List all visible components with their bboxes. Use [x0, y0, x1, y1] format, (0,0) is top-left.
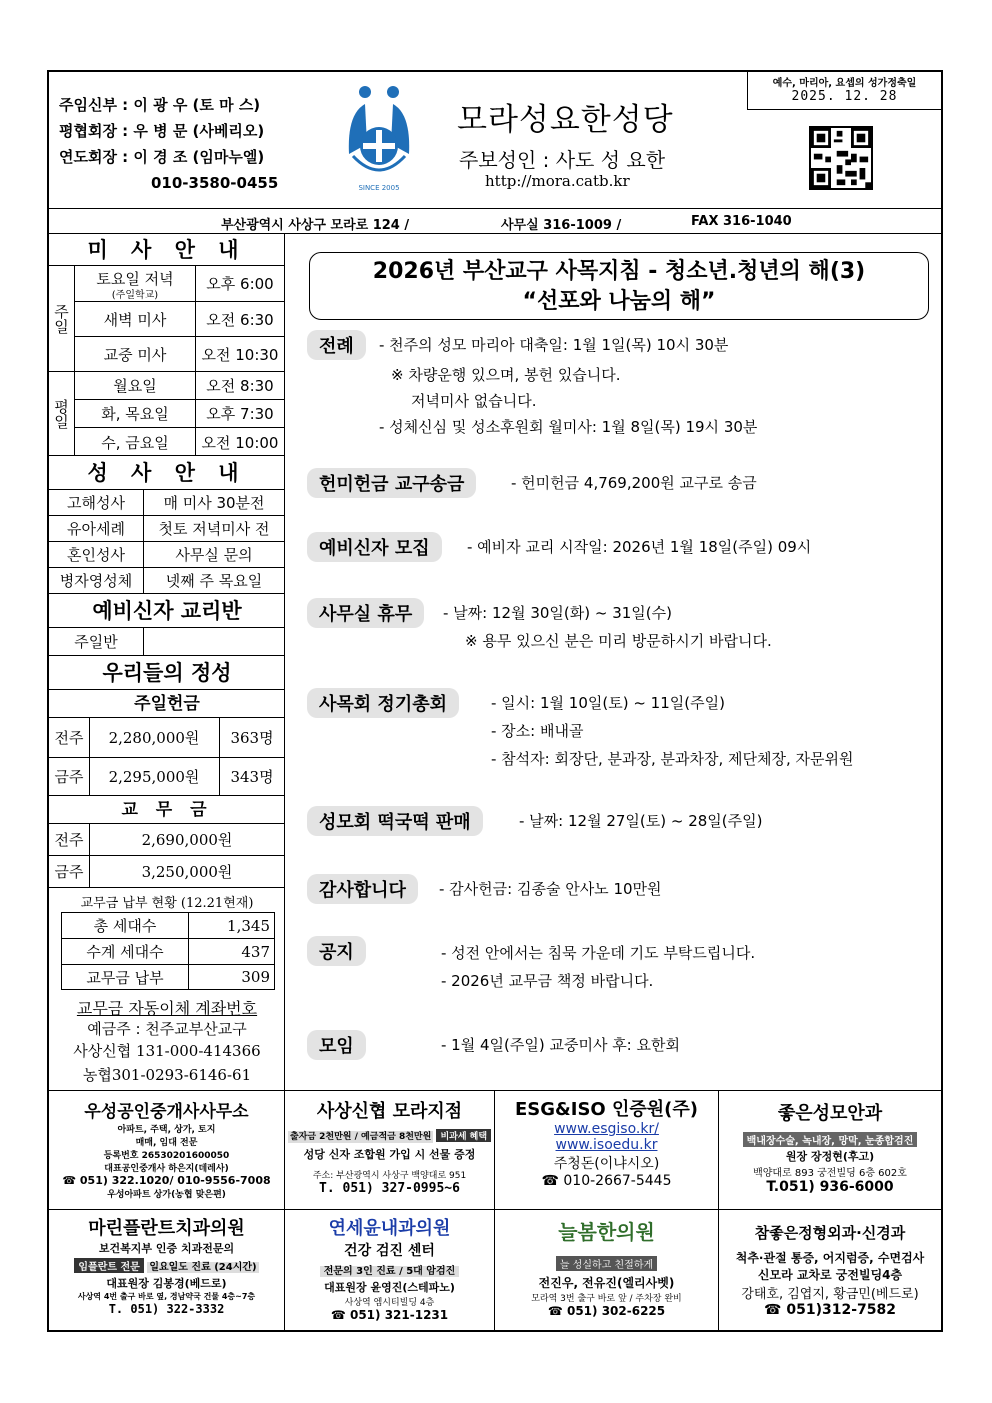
mass-row: [75, 302, 285, 337]
ad-line: 매매, 임대 전문: [135, 1138, 198, 1148]
status-value: 437: [241, 942, 270, 961]
ad-title: 좋은성모안과: [777, 1103, 883, 1124]
date-block: [747, 72, 941, 110]
theme-line-1: 2026년 부산교구 사목지침 - 청소년.청년의 해(3): [372, 259, 866, 284]
clergy-yeondo: 연도회장 : 이 경 조 (임마누엘): [59, 148, 265, 166]
ad-line: 아파트, 주택, 상가, 토지: [117, 1125, 216, 1135]
notice-label: 사무실 휴무: [307, 598, 424, 628]
notice-label: 사목회 정기총회: [307, 688, 459, 718]
ad-line: 대표공인중개사 하은지(데레사): [104, 1164, 229, 1174]
mass-row: [75, 372, 285, 400]
notice-line: - 2026년 교무금 책정 바랍니다.: [441, 972, 654, 990]
offering-amount: 2,295,000원: [108, 768, 200, 786]
notice-line: - 참석자: 회장단, 분과장, 분과차장, 제단체장, 자문위원: [491, 750, 854, 768]
sacrament-value: 사무실 문의: [175, 546, 253, 564]
ad-line: T. 051) 327-0995~6: [319, 1181, 460, 1196]
ad-eye-clinic: [719, 1090, 941, 1210]
ad-line: ☎ 010-2667-5445: [541, 1173, 672, 1189]
ad-line: 모라역 3번 출구 바로 앞 / 주차장 완비: [531, 1294, 682, 1304]
ad-line: T. 051) 322-3332: [108, 1302, 225, 1316]
sacrament-row: [49, 516, 285, 542]
notice-label: 공지: [307, 936, 366, 966]
notice-line: - 장소: 배내골: [491, 722, 584, 740]
offering-count: 343명: [230, 768, 274, 786]
ad-line: 등록번호 26530201600050: [103, 1151, 230, 1161]
notice-label: 감사합니다: [307, 874, 418, 904]
ad-line: 대표원장 김봉경(베드로): [106, 1277, 227, 1290]
offerings-title: 우리들의 정성: [49, 656, 285, 690]
ad-line: 대표원장 윤영진(스테파노): [324, 1281, 455, 1294]
notice-label: 모임: [307, 1030, 366, 1060]
catechumen-title: 예비신자 교리반: [49, 594, 285, 628]
ad-line: 백내장수술, 녹내장, 망막, 눈종합검진: [743, 1132, 918, 1147]
status-value: 309: [241, 968, 270, 986]
header: [49, 72, 941, 208]
ad-line: 성당 신자 조합원 가입 시 선물 증정: [303, 1148, 476, 1161]
ad-realestate: [49, 1090, 285, 1210]
sacrament-name: 병자영성체: [59, 572, 133, 590]
dues-amount: 2,690,000원: [141, 831, 233, 849]
ad-link[interactable]: www.isoedu.kr: [555, 1137, 658, 1153]
sacrament-row: [49, 568, 285, 594]
office-phone: 사무실 316-1009 /: [501, 218, 622, 233]
offering-amount: 2,280,000원: [108, 729, 200, 747]
mass-time: 오전 10:30: [201, 346, 279, 364]
ad-title: 늘봄한의원: [558, 1220, 655, 1244]
website-link[interactable]: http://mora.catb.kr: [485, 172, 630, 190]
mass-sub: (주일학교): [111, 290, 159, 301]
sacrament-name: 고해성사: [67, 494, 125, 512]
left-column: [49, 234, 285, 1090]
mass-name: 교중 미사: [103, 346, 167, 364]
notice-label: 성모회 떡국떡 판매: [307, 806, 483, 836]
offering-row: [49, 718, 285, 758]
status-name: 총 세대수: [93, 917, 157, 935]
sacrament-value: 넷째 주 목요일: [165, 572, 263, 590]
sacrament-row: [49, 490, 285, 516]
ad-line: 강태호, 김엽지, 황금민(베드로): [741, 1287, 919, 1302]
sunday-label: 주일: [49, 266, 75, 372]
status-row: [62, 965, 274, 989]
notice-line: - 천주의 성모 마리아 대축일: 1월 1일(목) 10시 30분: [379, 336, 729, 354]
notice-line: - 1월 4일(주일) 교중미사 후: 요한회: [441, 1036, 680, 1054]
account-number-1: 사상신협 131-000-414366: [73, 1042, 261, 1060]
patron-saint: 주보성인 : 사도 성 요한: [459, 148, 666, 172]
ad-line: 사상역 4번 출구 바로 옆, 경남약국 건물 4층~7층: [77, 1292, 256, 1301]
church-name: 모라성요한성당: [457, 102, 674, 138]
ad-internal-medicine: [285, 1210, 495, 1330]
mass-name: 화, 목요일: [101, 405, 169, 423]
offering-week: 금주: [54, 768, 84, 786]
ad-title: ESG&ISO 인증원(주): [515, 1099, 698, 1120]
mass-title: 미 사 안 내: [49, 234, 285, 266]
ad-credit-union: [285, 1090, 495, 1210]
ad-title: 마린플란트치과의원: [88, 1218, 245, 1239]
ad-line: 척추·관절 통증, 어지럼증, 수면검사: [735, 1251, 925, 1265]
ad-line: 건강 검진 센터: [344, 1243, 435, 1259]
notice-line: - 헌미헌금 4,769,200원 교구로 송금: [511, 474, 757, 492]
ad-title: 참좋은정형외과·신경과: [754, 1224, 906, 1242]
offering-count: 363명: [230, 729, 274, 747]
dues-row: [49, 824, 285, 856]
mass-name: 월요일: [113, 377, 157, 395]
offering-row: [49, 758, 285, 796]
sunday-mass-block: [49, 266, 285, 372]
qr-code-icon[interactable]: [809, 126, 873, 190]
ad-line: 원장 장정현(후고): [785, 1150, 875, 1163]
notice-line: - 일시: 1월 10일(토) ~ 11일(주일): [491, 694, 725, 712]
church-logo: [345, 84, 413, 194]
ad-line: 전진우, 전유진(엘리사벳): [538, 1276, 675, 1290]
logo-text: SINCE 2005: [358, 184, 400, 192]
pastoral-theme: [309, 252, 929, 320]
account-title: 교무금 자동이체 계좌번호: [76, 999, 258, 1018]
mass-row: [75, 337, 285, 372]
ad-oriental-clinic: [495, 1210, 719, 1330]
dues-title: 교 무 금: [49, 796, 285, 824]
notice-label: 예비신자 모집: [307, 532, 442, 562]
mass-row: [75, 400, 285, 428]
notice-line: 저녁미사 없습니다.: [411, 392, 537, 410]
sacrament-title: 성 사 안 내: [49, 456, 285, 490]
notice-line: - 성체신심 및 성소후원회 월미사: 1월 8일(목) 19시 30분: [379, 418, 758, 436]
dues-status-table: [61, 912, 275, 990]
offering-week: 전주: [54, 729, 84, 747]
notice-line: ※ 차량운행 있으며, 봉헌 있습니다.: [391, 366, 621, 384]
bulletin-date: 2025. 12. 28: [791, 89, 898, 104]
dues-row: [49, 856, 285, 888]
ad-badge: 임플란트 전문: [74, 1258, 143, 1273]
ad-line: 일요일도 진료 (24시간): [149, 1262, 257, 1273]
ad-line: 백양대로 893 궁전빌딩 6층 602호: [753, 1168, 907, 1179]
bulletin-frame: [47, 70, 943, 1332]
clergy-council: 평협회장 : 우 병 문 (사베리오): [59, 122, 265, 140]
mass-name: 새벽 미사: [103, 310, 167, 329]
ad-line: 우성아파트 상가(농협 맞은편): [107, 1190, 226, 1200]
dues-amount: 3,250,000원: [141, 863, 233, 881]
catechumen-class: 주일반: [74, 633, 118, 651]
notice-line: - 날짜: 12월 27일(토) ~ 28일(주일): [519, 812, 763, 830]
ad-line: 출자금 2천만원 / 예금적금 8천만원: [289, 1132, 432, 1142]
status-name: 교무금 납부: [86, 968, 164, 987]
sacrament-name: 유아세례: [67, 520, 125, 538]
fax: FAX 316-1040: [691, 214, 792, 229]
status-row: [62, 939, 274, 965]
sacrament-value: 첫토 저녁미사 전: [158, 520, 270, 538]
right-column: [287, 234, 941, 1090]
parish-phone: 010-3580-0455: [151, 174, 279, 192]
ad-line: 전문의 3인 진료 / 5대 암검진: [320, 1266, 460, 1277]
dues-week: 금주: [54, 863, 84, 881]
ad-orthopedic: [719, 1210, 941, 1330]
notice-label: 헌미헌금 교구송금: [307, 468, 476, 498]
notice-line: - 감사헌금: 김종술 안사노 10만원: [439, 880, 662, 898]
dues-status-title: 교무금 납부 현황 (12.21현재): [80, 896, 254, 911]
mass-name: 토요일 저녁: [96, 270, 174, 288]
sacrament-row: [49, 542, 285, 568]
feast-name: 예수, 마리아, 요셉의 성가정축일: [772, 78, 917, 89]
address-bar: [49, 208, 941, 234]
ad-link[interactable]: www.esgiso.kr/: [554, 1121, 659, 1137]
ad-dental: [49, 1210, 285, 1330]
mass-time: 오후 7:30: [206, 405, 274, 423]
ad-esg-iso: [495, 1090, 719, 1210]
status-row: [62, 913, 274, 939]
notice-line: - 성전 안에서는 침묵 가운데 기도 부탁드립니다.: [441, 944, 756, 962]
mass-time: 오후 6:00: [206, 275, 274, 293]
catechumen-row: [49, 628, 285, 656]
ad-line: ☎ 051)312-7582: [764, 1302, 896, 1318]
ad-line: ☎ 051) 322.1020/ 010-9556-7008: [62, 1174, 271, 1187]
ad-line: ☎ 051) 321-1231: [330, 1308, 449, 1322]
status-value: 1,345: [227, 916, 270, 935]
mass-time: 오전 8:30: [206, 377, 274, 395]
dues-week: 전주: [54, 831, 84, 849]
account-number-2: 농협301-0293-6146-61: [82, 1066, 252, 1084]
notice-label: 전례: [307, 330, 366, 360]
sacrament-value: 매 미사 30분전: [163, 494, 265, 512]
ad-title: 연세윤내과의원: [328, 1218, 451, 1239]
clergy-pastor: 주임신부 : 이 광 우 (토 마 스): [59, 96, 261, 114]
status-name: 수계 세대수: [86, 943, 164, 961]
notice-line: - 예비자 교리 시작일: 2026년 1월 18일(주일) 09시: [467, 538, 812, 556]
notice-line: - 날짜: 12월 30일(화) ~ 31일(수): [443, 604, 672, 622]
mass-name: 수, 금요일: [101, 433, 169, 452]
ad-title: 우성공인중개사사무소: [84, 1102, 249, 1122]
mass-time: 오전 10:00: [201, 433, 279, 452]
weekday-mass-block: [49, 372, 285, 456]
ad-line: 신모라 교차로 궁전빌딩4층: [757, 1268, 903, 1282]
sunday-offering-title: 주일헌금: [49, 690, 285, 718]
ad-line: ☎ 051) 302-6225: [547, 1304, 666, 1318]
ad-line: T.051) 936-6000: [766, 1179, 894, 1195]
clergy-list: [59, 92, 309, 196]
sacrament-name: 혼인성사: [67, 546, 125, 564]
ad-title: 사상신협 모라지점: [316, 1101, 463, 1122]
ad-line: 보건복지부 인증 치과전문의: [98, 1242, 235, 1255]
ad-line: 주청돈(이냐시오): [553, 1156, 660, 1172]
weekday-label: 평일: [49, 372, 75, 456]
ad-line: 주소: 부산광역시 사상구 백양대로 951: [312, 1171, 467, 1181]
ad-line: 사상역 엠시티빌딩 4층: [344, 1298, 435, 1308]
theme-line-2: “선포와 나눔의 해”: [522, 289, 716, 314]
mass-row: [75, 428, 285, 456]
notice-line: ※ 용무 있으신 분은 미리 방문하시기 바랍니다.: [465, 632, 772, 650]
mass-time: 오전 6:30: [206, 310, 274, 329]
account-holder: 예금주 : 천주교부산교구: [87, 1020, 247, 1038]
ad-badge: 비과세 혜택: [436, 1129, 491, 1142]
mass-row: [75, 266, 285, 302]
address: 부산광역시 사상구 모라로 124 /: [221, 218, 410, 233]
ad-line: 늘 성실하고 친절하게: [556, 1256, 657, 1271]
